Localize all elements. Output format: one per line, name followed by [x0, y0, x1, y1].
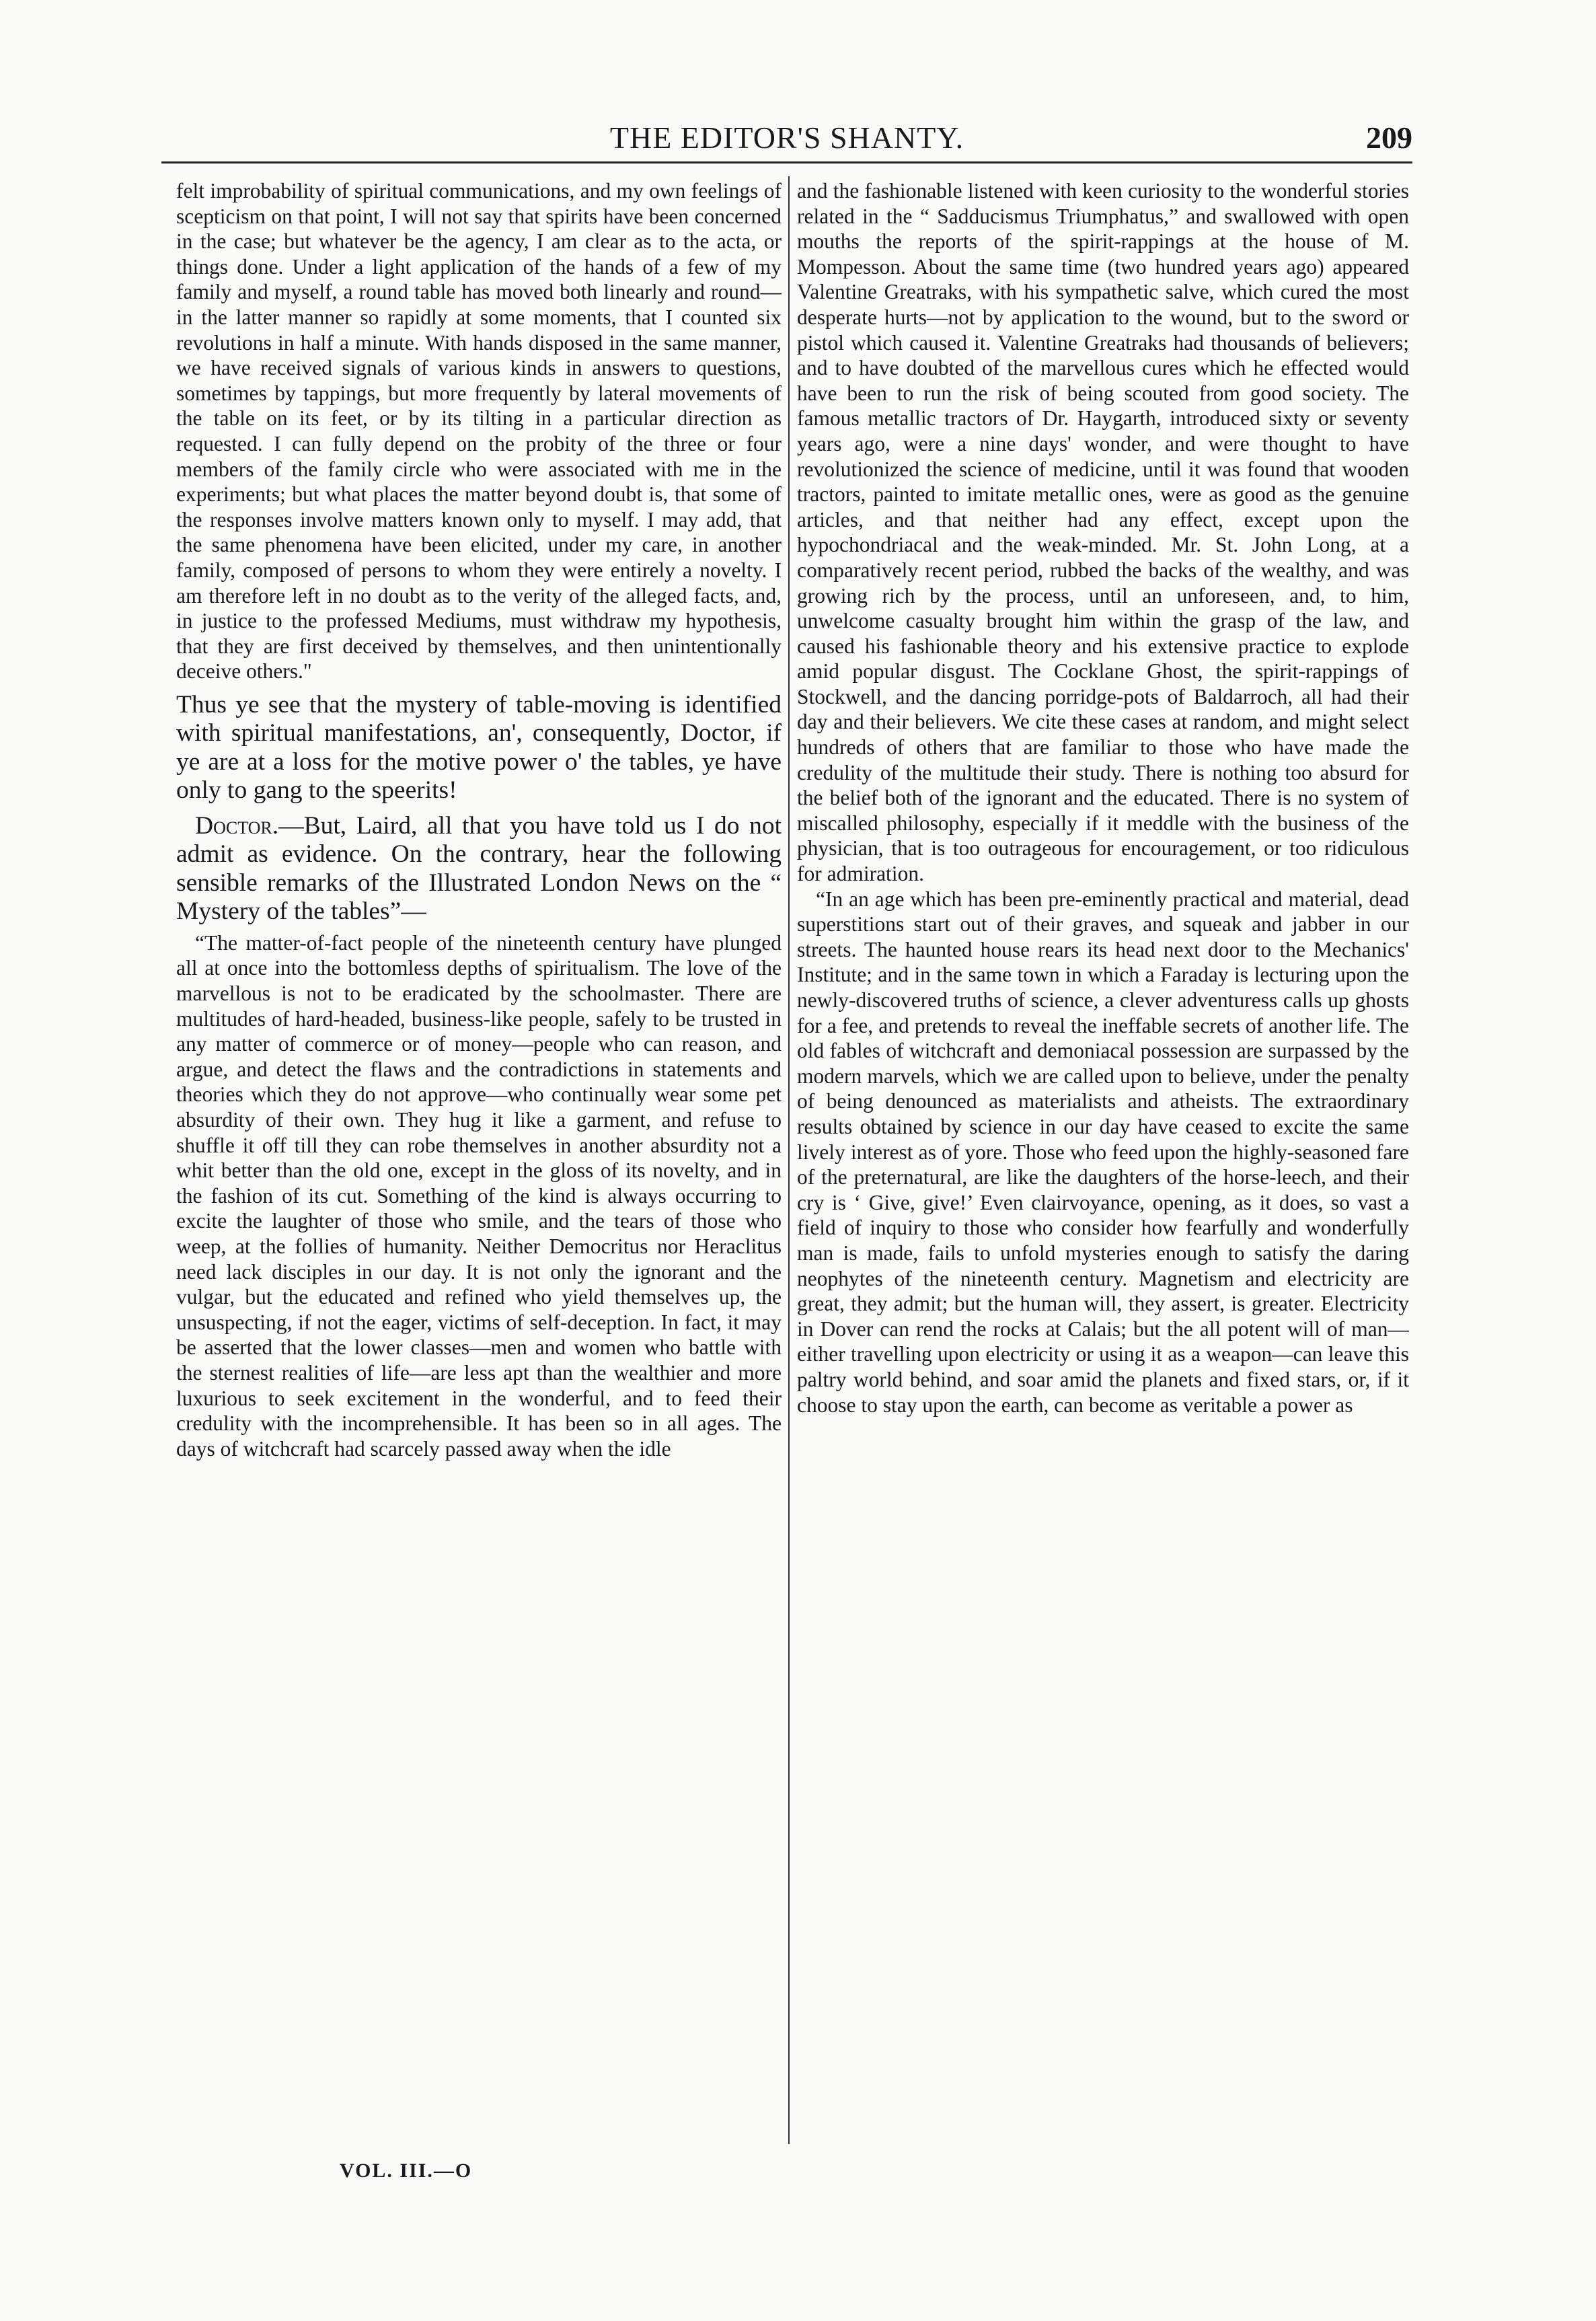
right-column — [797, 178, 1409, 2149]
column-divider — [788, 176, 790, 2144]
page-header — [161, 114, 1412, 163]
page-number: 209 — [1366, 120, 1412, 155]
news-quote: “The matter-of-fact people of the nineteenth century have plunged all at once into the bottomless depths of spiritualism. The love of the marvellous is not to be eradicated by the schoolmaster. There are multitudes of hard-headed, business-like people, safely to be trusted in any matter of commerce or of money—people who can reason, and argue, and detect the flaws and the contradictions in statements and theories which they do not approve—who continually wear some pet absurdity of their own. They hug it like a garment, and refuse to shuffle it off till they can robe themselves in another absurdity not a whit better than the old one, except in the gloss of its novelty, and in the fashion of its cut. Something of the kind is always occurring to excite the laughter of those who smile, and the tears of those who weep, at the follies of humanity. Neither Democritus nor Heraclitus need lack disciples in our day. It is not only the ignorant and the vulgar, but the educated and refined who yield themselves up, the unsuspecting, if not the eager, victims of self-deception. In fact, it may be asserted that the lower classes—men and women who battle with the sternest realities of life—are less apt than the wealthier and more luxurious to seek excitement in the wonderful, and to feed their credulity with the incomprehensible. It has been so in all ages. The days of witchcraft had scarcely passed away when the idle — [176, 930, 782, 1461]
left-column — [176, 178, 782, 2149]
quoted-letter-continuation: felt improbability of spiritual communications, and my own feelings of scepticism on that point, I will not say that spirits have been concerned in the case; but whatever be the agency, I am clear as to the acta, or things done. Under a light application of the hands of a few of my family and myself, a round table has moved both linearly and round—in the latter manner so rapidly at some moments, that I counted six revolutions in half a minute. With hands disposed in the same manner, we have received signals of various kinds in answers to questions, sometimes by tappings, but more frequently by lateral movements of the table on its feet, or by its tilting in a particular direction as requested. I can fully depend on the probity of the three or four members of the family circle who were associated with me in the experiments; but what places the matter beyond doubt is, that some of the responses involve matters known only to myself. I may add, that the same phenomena have been elicited, under my care, in another family, composed of persons to whom they were entirely a novelty. I am therefore left in no doubt as to the verity of the alleged facts, and, in justice to the professed Mediums, must withdraw my hypothesis, that they are first deceived by themselves, and then unintentionally deceive others." — [176, 179, 782, 684]
doctor-speaker-label: Doctor. — [195, 811, 279, 840]
right-paragraph-2: “In an age which has been pre-eminently practical and material, dead superstitions start out of their graves, and squeak and jabber in our streets. The haunted house rears its head next door to the Mechanics' Institute; and in the same town in which a Faraday is lecturing upon the newly-discovered truths of science, a clever adventuress calls up ghosts for a fee, and pretends to reveal the ineffable secrets of another life. The old fables of witchcraft and demoniacal possession are surpassed by the modern marvels, which we are called upon to believe, under the penalty of being denounced as materialists and atheists. The extraordinary results obtained by science in our day have ceased to excite the same lively interest as of yore. Those who feed upon the highly-seasoned fare of the preternatural, are like the daughters of the horse-leech, and their cry is ‘ Give, give!’ Even clairvoyance, opening, as it does, so vast a field of inquiry to those who consider how fearfully and wonderfully man is made, fails to unfold mysteries enough to satisfy the daring neophytes of the nineteenth century. Magnetism and electricity are great, they admit; but the human will, they assert, is greater. Electricity in Dover can rend the rocks at Calais; but the all potent will of man—either travelling upon electricity or using it as a weapon—can leave this paltry world behind, and soar amid the planets and fixed stars, or, if it choose to stay upon the earth, can become as veritable a power as — [797, 887, 1409, 1417]
doctor-speech: —But, Laird, all that you have told us I do not admit as evidence. On the contrary, hear the following sensible remarks of the Illustrated London News on the “ Mystery of the tables”— — [176, 811, 782, 926]
signature-mark: VOL. III.—O — [340, 2160, 473, 2182]
right-paragraph-1: and the fashionable listened with keen curiosity to the wonderful stories related in the “ Sadducismus Triumphatus,” and swallowed with open mouths the reports of the spirit-rappings at the house of M. Mompesson. About the same time (two hundred years ago) appeared Valentine Greatraks, with his sympathetic salve, which cured the most desperate hurts—not by application to the wound, but to the sword or pistol which caused it. Valentine Greatraks had thousands of believers; and to have doubted of the marvellous cures which he effected would have been to run the risk of being scouted from good society. The famous metallic tractors of Dr. Haygarth, introduced sixty or seventy years ago, were a nine days' wonder, and were thought to have revolutionized the science of medicine, until it was found that wooden tractors, painted to imitate metallic ones, were as good as the genuine articles, and that neither had any effect, except upon the hypochondriacal and the weak-minded. Mr. St. John Long, at a comparatively recent period, rubbed the backs of the wealthy, and was growing rich by the process, until an unforeseen, and, to him, unwelcome casualty brought him within the grasp of the law, and caused his fashionable theory and his extensive practice to explode amid popular disgust. The Cocklane Ghost, the spirit-rappings of Stockwell, and the dancing porridge-pots of Baldarroch, all had their day and their believers. We cite these cases at random, and might select hundreds of others that are familiar to those who have made the credulity of the multitude their study. There is nothing too absurd for the belief both of the ignorant and the educated. There is no system of miscalled philosophy, especially if it meddle with the business of the physician, that is too outrageous for encouragement, or too ridiculous for admiration. — [797, 179, 1409, 886]
doctor-speech-paragraph — [176, 812, 782, 926]
running-title: THE EDITOR'S SHANTY. — [609, 120, 964, 155]
laird-speech: Thus ye see that the mystery of table-moving is identified with spiritual manifestations, an', consequently, Doctor, if ye are at a loss for the motive power o' the tables, ye have only to gang to the speerits! — [176, 690, 782, 805]
